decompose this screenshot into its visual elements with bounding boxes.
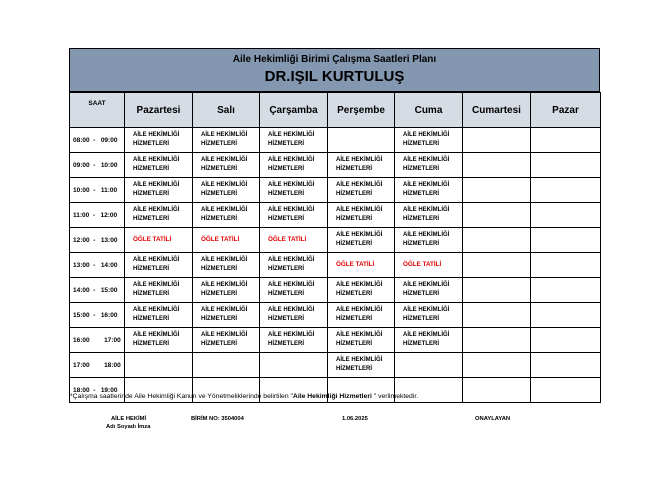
table-row xyxy=(70,153,601,178)
column-header-persembe: Perşembe xyxy=(328,93,395,128)
service-line-2: HİZMETLERİ xyxy=(336,366,372,372)
lunch-label: ÖĞLE TATİLİ xyxy=(133,236,172,243)
service-line-1: AİLE HEKİMLİĞİ xyxy=(133,282,180,288)
empty-cell xyxy=(463,353,531,378)
service-line-1: AİLE HEKİMLİĞİ xyxy=(268,307,315,313)
empty-cell xyxy=(531,228,601,253)
time-slot-cell: 09:00 - 10:00 xyxy=(70,153,125,178)
service-line-2: HİZMETLERİ xyxy=(133,266,169,272)
signature-adi-soyadi: Adı Soyadı İmza xyxy=(106,424,151,430)
empty-cell xyxy=(531,178,601,203)
column-header-saat: SAAT xyxy=(70,93,125,128)
service-line-1: AİLE HEKİMLİĞİ xyxy=(336,332,383,338)
service-line-1: AİLE HEKİMLİĞİ xyxy=(336,207,383,213)
lunch-break-cell xyxy=(125,228,193,253)
lunch-label: ÖĞLE TATİLİ xyxy=(336,261,375,268)
time-slot-cell: 18:00 - 19:00 xyxy=(70,378,125,403)
service-line-1: AİLE HEKİMLİĞİ xyxy=(268,207,315,213)
service-line-1: AİLE HEKİMLİĞİ xyxy=(201,182,248,188)
service-line-2: HİZMETLERİ xyxy=(133,216,169,222)
service-line-1: AİLE HEKİMLİĞİ xyxy=(336,182,383,188)
service-line-1: AİLE HEKİMLİĞİ xyxy=(403,157,450,163)
service-line-1: AİLE HEKİMLİĞİ xyxy=(268,157,315,163)
empty-cell xyxy=(531,353,601,378)
service-line-2: HİZMETLERİ xyxy=(403,341,439,347)
service-line-2: HİZMETLERİ xyxy=(336,316,372,322)
empty-cell xyxy=(463,303,531,328)
service-line-1: AİLE HEKİMLİĞİ xyxy=(336,307,383,313)
table-row xyxy=(70,178,601,203)
service-line-1: AİLE HEKİMLİĞİ xyxy=(336,282,383,288)
service-cell xyxy=(328,153,395,178)
time-slot-cell: 08:00 - 09:00 xyxy=(70,128,125,153)
service-line-2: HİZMETLERİ xyxy=(201,266,237,272)
empty-cell xyxy=(395,353,463,378)
signature-onaylayan: ONAYLAYAN xyxy=(475,416,511,422)
column-header-pazar: Pazar xyxy=(531,93,601,128)
service-line-1: AİLE HEKİMLİĞİ xyxy=(133,157,180,163)
service-line-2: HİZMETLERİ xyxy=(268,291,304,297)
lunch-break-cell xyxy=(260,228,328,253)
service-cell xyxy=(260,303,328,328)
service-cell xyxy=(193,328,260,353)
service-line-2: HİZMETLERİ xyxy=(201,191,237,197)
service-line-1: AİLE HEKİMLİĞİ xyxy=(403,232,450,238)
service-line-2: HİZMETLERİ xyxy=(268,141,304,147)
service-line-2: HİZMETLERİ xyxy=(133,166,169,172)
empty-cell xyxy=(531,153,601,178)
service-cell xyxy=(395,303,463,328)
plan-subtitle: Aile Hekimliği Birimi Çalışma Saatleri Planı xyxy=(232,54,437,65)
service-line-1: AİLE HEKİMLİĞİ xyxy=(201,282,248,288)
service-line-2: HİZMETLERİ xyxy=(201,341,237,347)
service-line-1: AİLE HEKİMLİĞİ xyxy=(201,332,248,338)
service-line-2: HİZMETLERİ xyxy=(336,241,372,247)
service-cell xyxy=(395,178,463,203)
title-block xyxy=(69,48,600,92)
time-slot-cell: 15:00 - 16:00 xyxy=(70,303,125,328)
service-line-2: HİZMETLERİ xyxy=(201,291,237,297)
service-line-2: HİZMETLERİ xyxy=(268,166,304,172)
service-cell xyxy=(395,128,463,153)
empty-cell xyxy=(125,353,193,378)
service-line-2: HİZMETLERİ xyxy=(336,291,372,297)
service-line-2: HİZMETLERİ xyxy=(336,341,372,347)
service-cell xyxy=(395,328,463,353)
service-line-2: HİZMETLERİ xyxy=(201,316,237,322)
service-line-2: HİZMETLERİ xyxy=(268,191,304,197)
service-line-2: HİZMETLERİ xyxy=(403,316,439,322)
service-cell xyxy=(125,328,193,353)
time-slot-cell: 13:00 - 14:00 xyxy=(70,253,125,278)
service-line-2: HİZMETLERİ xyxy=(268,216,304,222)
time-slot-cell: 17:00 18:00 xyxy=(70,353,125,378)
time-slot-cell: 10:00 - 11:00 xyxy=(70,178,125,203)
empty-cell xyxy=(531,203,601,228)
service-cell xyxy=(193,278,260,303)
lunch-break-cell xyxy=(328,253,395,278)
service-cell xyxy=(328,228,395,253)
service-line-1: AİLE HEKİMLİĞİ xyxy=(268,182,315,188)
schedule-body xyxy=(70,128,601,403)
service-line-1: AİLE HEKİMLİĞİ xyxy=(336,232,383,238)
service-line-1: AİLE HEKİMLİĞİ xyxy=(403,307,450,313)
service-cell xyxy=(395,203,463,228)
empty-cell xyxy=(531,328,601,353)
time-slot-cell: 11:00 - 12:00 xyxy=(70,203,125,228)
service-cell xyxy=(260,328,328,353)
service-line-2: HİZMETLERİ xyxy=(133,316,169,322)
service-line-1: AİLE HEKİMLİĞİ xyxy=(268,332,315,338)
empty-cell xyxy=(328,128,395,153)
service-line-1: AİLE HEKİMLİĞİ xyxy=(201,132,248,138)
service-line-1: AİLE HEKİMLİĞİ xyxy=(133,207,180,213)
column-header-sali: Salı xyxy=(193,93,260,128)
empty-cell xyxy=(463,328,531,353)
table-row xyxy=(70,328,601,353)
table-row xyxy=(70,353,601,378)
service-cell xyxy=(193,128,260,153)
table-row xyxy=(70,253,601,278)
birim-no: BİRİM NO: 3504004 xyxy=(191,416,244,422)
service-cell xyxy=(193,153,260,178)
service-line-1: AİLE HEKİMLİĞİ xyxy=(133,307,180,313)
service-line-2: HİZMETLERİ xyxy=(403,166,439,172)
service-line-2: HİZMETLERİ xyxy=(336,216,372,222)
service-line-2: HİZMETLERİ xyxy=(268,316,304,322)
service-cell xyxy=(193,303,260,328)
empty-cell xyxy=(463,378,531,403)
service-line-1: AİLE HEKİMLİĞİ xyxy=(403,282,450,288)
column-header-cumartesi: Cumartesi xyxy=(463,93,531,128)
lunch-break-cell xyxy=(395,253,463,278)
service-line-1: AİLE HEKİMLİĞİ xyxy=(201,157,248,163)
service-line-2: HİZMETLERİ xyxy=(268,266,304,272)
service-cell xyxy=(328,303,395,328)
lunch-label: ÖĞLE TATİLİ xyxy=(268,236,307,243)
service-line-1: AİLE HEKİMLİĞİ xyxy=(336,357,383,363)
empty-cell xyxy=(531,303,601,328)
service-line-2: HİZMETLERİ xyxy=(336,166,372,172)
service-line-1: AİLE HEKİMLİĞİ xyxy=(403,182,450,188)
service-line-1: AİLE HEKİMLİĞİ xyxy=(201,307,248,313)
service-line-2: HİZMETLERİ xyxy=(403,291,439,297)
service-line-1: AİLE HEKİMLİĞİ xyxy=(201,207,248,213)
empty-cell xyxy=(463,278,531,303)
service-cell xyxy=(260,278,328,303)
service-cell xyxy=(395,228,463,253)
table-row xyxy=(70,228,601,253)
service-cell xyxy=(328,328,395,353)
footnote-suffix: " verilmektedir. xyxy=(371,393,419,400)
service-cell xyxy=(260,153,328,178)
service-line-2: HİZMETLERİ xyxy=(201,216,237,222)
footnote-bold: Aile Hekimliği Hizmetleri xyxy=(292,393,372,400)
service-cell xyxy=(260,203,328,228)
empty-cell xyxy=(463,128,531,153)
lunch-break-cell xyxy=(193,228,260,253)
empty-cell xyxy=(463,153,531,178)
service-cell xyxy=(328,278,395,303)
service-line-1: AİLE HEKİMLİĞİ xyxy=(133,182,180,188)
service-cell xyxy=(193,178,260,203)
header-row xyxy=(70,93,601,128)
service-line-2: HİZMETLERİ xyxy=(133,141,169,147)
service-line-2: HİZMETLERİ xyxy=(268,341,304,347)
service-line-2: HİZMETLERİ xyxy=(336,191,372,197)
table-row xyxy=(70,203,601,228)
service-line-1: AİLE HEKİMLİĞİ xyxy=(403,207,450,213)
table-row xyxy=(70,303,601,328)
service-line-2: HİZMETLERİ xyxy=(403,216,439,222)
service-cell xyxy=(193,253,260,278)
empty-cell xyxy=(531,128,601,153)
column-header-carsamba: Çarşamba xyxy=(260,93,328,128)
service-cell xyxy=(328,203,395,228)
time-slot-cell: 12:00 - 13:00 xyxy=(70,228,125,253)
empty-cell xyxy=(531,378,601,403)
empty-cell xyxy=(463,178,531,203)
service-line-1: AİLE HEKİMLİĞİ xyxy=(133,332,180,338)
service-cell xyxy=(125,278,193,303)
lunch-label: ÖĞLE TATİLİ xyxy=(403,261,442,268)
service-line-2: HİZMETLERİ xyxy=(133,291,169,297)
service-line-1: AİLE HEKİMLİĞİ xyxy=(336,157,383,163)
service-line-2: HİZMETLERİ xyxy=(201,166,237,172)
column-header-pazartesi: Pazartesi xyxy=(125,93,193,128)
service-line-1: AİLE HEKİMLİĞİ xyxy=(403,132,450,138)
service-line-1: AİLE HEKİMLİĞİ xyxy=(133,257,180,263)
empty-cell xyxy=(463,253,531,278)
service-cell xyxy=(193,203,260,228)
service-cell xyxy=(125,253,193,278)
service-line-1: AİLE HEKİMLİĞİ xyxy=(133,132,180,138)
service-line-2: HİZMETLERİ xyxy=(133,341,169,347)
empty-cell xyxy=(463,228,531,253)
service-cell xyxy=(328,353,395,378)
service-line-2: HİZMETLERİ xyxy=(403,241,439,247)
service-cell xyxy=(125,178,193,203)
service-cell xyxy=(125,203,193,228)
service-line-2: HİZMETLERİ xyxy=(403,191,439,197)
empty-cell xyxy=(463,203,531,228)
footnote xyxy=(70,393,418,400)
service-line-2: HİZMETLERİ xyxy=(403,141,439,147)
service-line-1: AİLE HEKİMLİĞİ xyxy=(268,132,315,138)
service-cell xyxy=(395,153,463,178)
table-row xyxy=(70,128,601,153)
signature-aile-hekimi: AİLE HEKİMİ xyxy=(111,416,147,422)
service-cell xyxy=(260,128,328,153)
service-line-1: AİLE HEKİMLİĞİ xyxy=(403,332,450,338)
service-line-1: AİLE HEKİMLİĞİ xyxy=(201,257,248,263)
service-cell xyxy=(260,178,328,203)
empty-cell xyxy=(193,353,260,378)
schedule-sheet xyxy=(69,48,600,403)
empty-cell xyxy=(531,278,601,303)
service-cell xyxy=(125,128,193,153)
service-cell xyxy=(125,153,193,178)
service-line-1: AİLE HEKİMLİĞİ xyxy=(268,257,315,263)
service-cell xyxy=(260,253,328,278)
table-row xyxy=(70,278,601,303)
service-line-2: HİZMETLERİ xyxy=(133,191,169,197)
lunch-label: ÖĞLE TATİLİ xyxy=(201,236,240,243)
time-slot-cell: 16:00 17:00 xyxy=(70,328,125,353)
service-cell xyxy=(395,278,463,303)
service-cell xyxy=(328,178,395,203)
service-cell xyxy=(125,303,193,328)
time-slot-cell: 14:00 - 15:00 xyxy=(70,278,125,303)
empty-cell xyxy=(531,253,601,278)
empty-cell xyxy=(260,353,328,378)
document-date: 1.06.2025 xyxy=(342,416,368,422)
service-line-1: AİLE HEKİMLİĞİ xyxy=(268,282,315,288)
service-line-2: HİZMETLERİ xyxy=(201,141,237,147)
doctor-name: DR.IŞIL KURTULUŞ xyxy=(264,68,405,85)
column-header-cuma: Cuma xyxy=(395,93,463,128)
footnote-prefix: *Çalışma saatlerinde Aile Hekimliği Kanun ve Yönetmeliklerinde belirtilen " xyxy=(70,393,293,400)
schedule-table xyxy=(69,92,601,403)
